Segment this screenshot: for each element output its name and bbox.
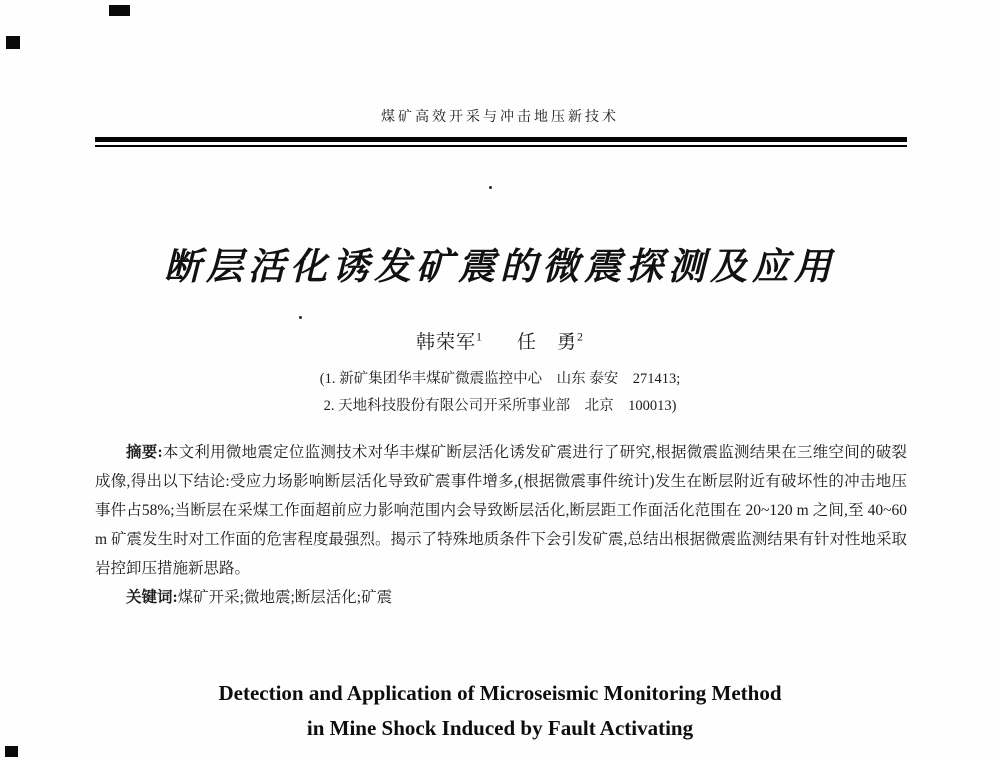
keywords-line	[95, 583, 907, 612]
running-header: 煤矿高效开采与冲击地压新技术	[381, 110, 619, 125]
author-2-name: 任 勇	[517, 332, 578, 353]
article-title-chinese: 断层活化诱发矿震的微震探测及应用	[164, 247, 836, 288]
affiliation-2: 2. 天地科技股份有限公司开采所事业部 北京 100013)	[323, 398, 677, 414]
english-title-line-2: in Mine Shock Induced by Fault Activating	[306, 716, 694, 740]
affiliation-1: (1. 新矿集团华丰煤矿微震监控中心 山东 泰安 271413;	[319, 371, 681, 387]
affiliations-block	[0, 366, 1000, 420]
english-title-line-1: Detection and Application of Microseismic Monitoring Method	[218, 681, 782, 705]
author-1-affiliation-mark: 1	[476, 329, 483, 344]
author-1-name: 韩荣军	[415, 332, 476, 353]
scan-artifact-bottom-left	[5, 746, 18, 757]
author-2-affiliation-mark: 2	[577, 329, 585, 344]
article-title-english	[0, 676, 1000, 746]
author-2	[517, 329, 585, 353]
abstract-label: 摘要:	[126, 444, 163, 461]
scan-artifact-left	[6, 36, 20, 49]
abstract-text: 本文利用微地震定位监测技术对华丰煤矿断层活化诱发矿震进行了研究,根据微震监测结果在三维空间的破裂成像,得出以下结论:受应力场影响断层活化导致矿震事件增多,(根据微震事件统计)发生在断层附近有破坏性的冲击地压事件占58%;当断层在采煤工作面超前应力影响范围内会导致断层活化,断层距工作面活化范围在 20~120 m 之间,至 40~60 m 矿震发生时对工作面的危害程度最强烈。揭示了特殊地质条件下会引发矿震,总结出根据微震监测结果有针对性地采取岩控卸压措施新思路。	[95, 444, 907, 577]
scan-artifact-top	[109, 5, 130, 16]
abstract-paragraph	[95, 438, 907, 583]
scan-speck	[489, 186, 492, 189]
author-1	[415, 329, 483, 353]
authors-line	[0, 327, 1000, 354]
keywords-label: 关键词:	[126, 589, 178, 606]
header-rule	[95, 137, 907, 147]
keywords-text: 煤矿开采;微地震;断层活化;矿震	[177, 589, 393, 606]
abstract-block	[95, 438, 907, 612]
scan-speck	[299, 316, 302, 319]
